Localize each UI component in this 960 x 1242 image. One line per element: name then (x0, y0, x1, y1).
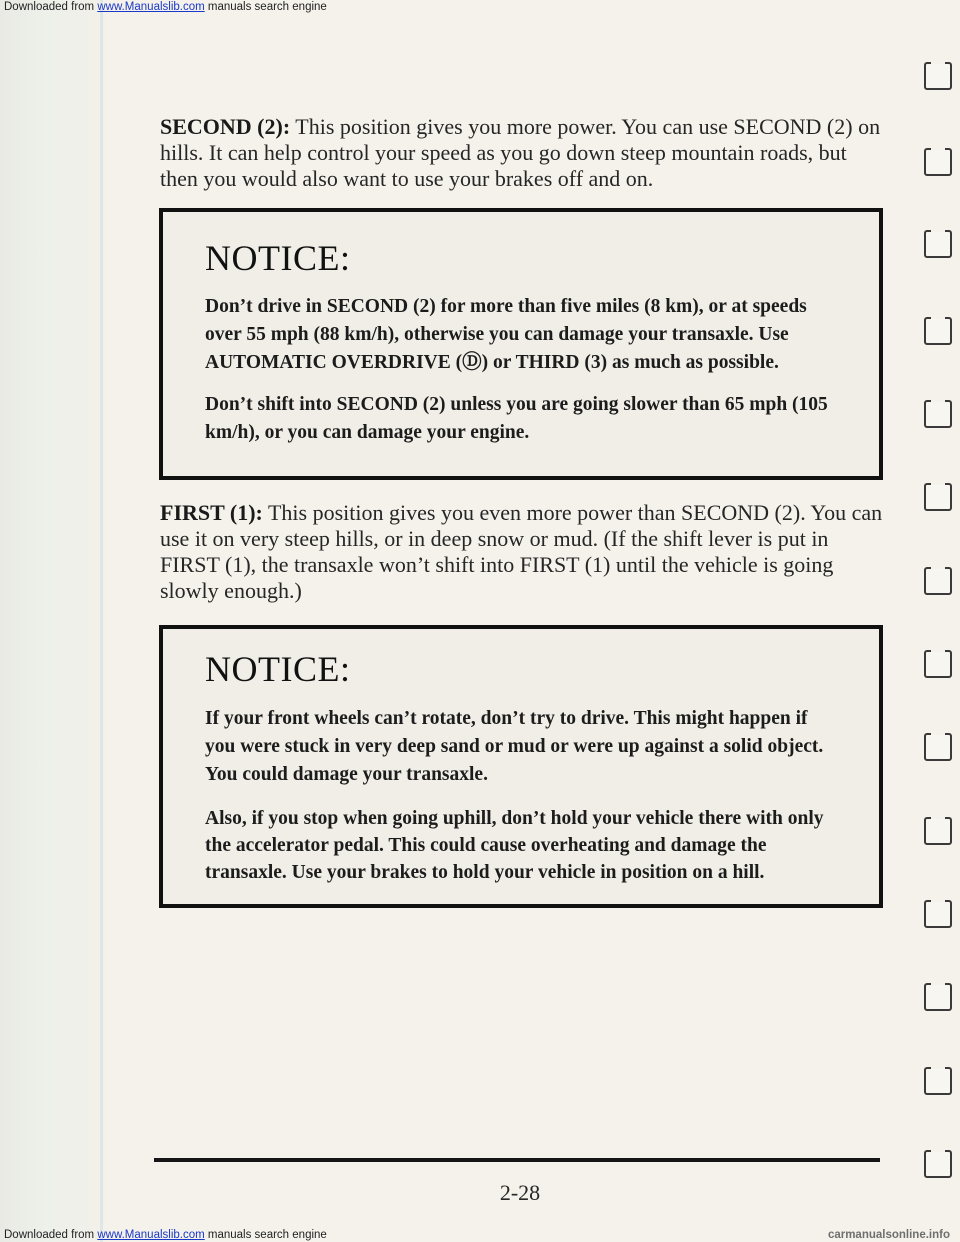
second-paragraph (160, 114, 890, 192)
watermark-top (4, 0, 644, 14)
section-tab[interactable] (924, 62, 952, 90)
section-tab[interactable] (924, 230, 952, 258)
watermark-prefix: Downloaded from (4, 1229, 98, 1241)
notice-heading: NOTICE: (205, 238, 351, 278)
manualslib-link[interactable]: www.Manualslib.com (97, 1, 205, 13)
section-tab[interactable] (924, 983, 952, 1011)
manualslib-link[interactable]: www.Manualslib.com (97, 1229, 205, 1241)
notice-text: Don’t shift into SECOND (2) unless you are going slower than 65 mph (105 km/h), or you can damage your engine. (205, 394, 828, 443)
section-tab[interactable] (924, 400, 952, 428)
watermark-bottom (4, 1228, 960, 1242)
section-tabs (924, 62, 958, 1182)
section-tab[interactable] (924, 650, 952, 678)
watermark-prefix: Downloaded from (4, 1, 98, 13)
notice-heading: NOTICE: (205, 649, 351, 689)
section-tab[interactable] (924, 733, 952, 761)
page-number: 2-28 (499, 1180, 541, 1205)
margin-edge (100, 0, 103, 1242)
section-tab[interactable] (924, 1150, 952, 1178)
section-tab[interactable] (924, 148, 952, 176)
section-tab[interactable] (924, 567, 952, 595)
section-tab[interactable] (924, 900, 952, 928)
notice-text: If your front wheels can’t rotate, don’t try to drive. This might happen if you were stuck in very deep sand or mud or were up against a solid object. You could damage your transaxle. (205, 708, 824, 785)
footer-rule (154, 1158, 880, 1162)
watermark-suffix: manuals search engine (204, 1, 327, 13)
section-tab[interactable] (924, 317, 952, 345)
first-lead: FIRST (1): (160, 500, 263, 525)
section-tab[interactable] (924, 1067, 952, 1095)
watermark-suffix: manuals search engine (204, 1229, 327, 1241)
second-lead: SECOND (2): (160, 114, 291, 139)
section-tab[interactable] (924, 483, 952, 511)
first-text: This position gives you even more power than SECOND (2). You can use it on very steep hills, or in deep snow or mud. (If the shift lever is put in FIRST (1), the transaxle won’t shift into FIRST (1) until the vehicle is going slowly enough.) (160, 500, 883, 603)
notice-box-first (159, 625, 883, 908)
first-paragraph (160, 500, 890, 604)
notice-text: Also, if you stop when going uphill, don’t hold your vehicle there with only the accelerator pedal. This could cause overheating and damage the transaxle. Use your brakes to hold your vehicle in position on a hill. (205, 808, 824, 883)
binding-margin (0, 0, 108, 1242)
carmanuals-brand: carmanualsonline.info (827, 1229, 950, 1241)
section-tab[interactable] (924, 817, 952, 845)
second-text: This position gives you more power. You can use SECOND (2) on hills. It can help control your speed as you go down steep mountain roads, but then you would also want to use your brakes off and on. (160, 114, 881, 191)
notice-box-second (159, 208, 883, 480)
notice-text: Don’t drive in SECOND (2) for more than five miles (8 km), or at speeds over 55 mph (88 km/h), otherwise you can damage your transaxle. Use AUTOMATIC OVERDRIVE (Ⓓ) or THIRD (3) as much as possible. (205, 296, 807, 373)
